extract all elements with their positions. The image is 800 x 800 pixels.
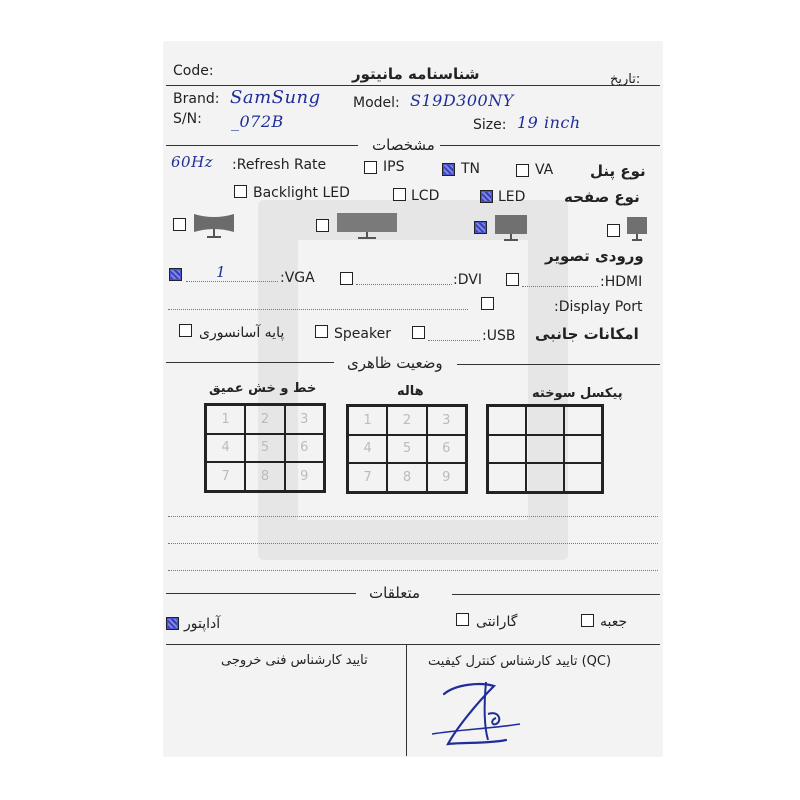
tn-checkbox[interactable] [442, 163, 455, 176]
vga-count: 1 [216, 263, 227, 281]
accessories-rule-right [452, 594, 660, 595]
grid-cell[interactable]: 8 [245, 462, 284, 491]
ips-label: IPS [383, 159, 405, 175]
qc-signature [426, 674, 526, 758]
section-rule-left [166, 145, 358, 146]
inputs-label: ورودی تصویر [545, 247, 644, 265]
va-label: VA [535, 162, 554, 178]
watermark-logo [258, 200, 568, 560]
warranty-label: گارانتی [476, 614, 518, 630]
size-label: Size: [473, 117, 507, 133]
grid-cell[interactable]: 1 [206, 405, 245, 434]
stand-checkbox[interactable] [179, 324, 192, 337]
backlight-led-checkbox[interactable] [234, 185, 247, 198]
halo-grid [346, 404, 468, 494]
speaker-label: Speaker [334, 326, 391, 342]
grid-cell[interactable]: 7 [206, 462, 245, 491]
lcd-label: LCD [411, 188, 440, 204]
curved-monitor-checkbox[interactable] [173, 218, 186, 231]
grid-cell[interactable]: 6 [285, 434, 324, 463]
adapter-checkbox[interactable] [166, 617, 179, 630]
grid-title-dead-pixel: پیکسل سوخته [532, 386, 623, 401]
va-checkbox[interactable] [516, 164, 529, 177]
standard-monitor-icon [494, 214, 528, 248]
standard-monitor-checkbox[interactable] [474, 221, 487, 234]
model-value: S19D300NY [410, 91, 514, 110]
approval-rule [166, 644, 660, 645]
notes-dotline-3 [168, 570, 658, 571]
brand-label: Brand: [173, 91, 220, 107]
curved-monitor-icon [192, 210, 236, 244]
grid-cell[interactable]: 5 [245, 434, 284, 463]
grid-cell[interactable]: 7 [348, 463, 387, 492]
grid-cell[interactable]: 9 [427, 463, 466, 492]
approval-divider [406, 645, 407, 756]
grid-cell[interactable]: 5 [387, 435, 426, 464]
usb-checkbox[interactable] [412, 326, 425, 339]
sn-value: _072B [231, 112, 284, 131]
small-monitor-icon [626, 216, 648, 248]
lcd-checkbox[interactable] [393, 188, 406, 201]
appearance-rule-left [166, 362, 334, 363]
warranty-checkbox[interactable] [456, 613, 469, 626]
appearance-rule-right [457, 364, 660, 365]
grid-cell[interactable] [526, 406, 564, 435]
scratch-grid [204, 403, 326, 493]
grid-cell[interactable] [488, 463, 526, 492]
box-checkbox[interactable] [581, 614, 594, 627]
dvi-dotline [356, 284, 452, 285]
date-label: تاریخ: [610, 72, 641, 87]
dead-pixel-grid [486, 404, 604, 494]
grid-cell[interactable]: 9 [285, 462, 324, 491]
adapter-label: آداپتور [184, 616, 221, 632]
backlight-led-label: Backlight LED [253, 185, 350, 201]
dvi-label: :DVI [453, 272, 482, 288]
extra-dotline [168, 309, 468, 310]
hdmi-checkbox[interactable] [506, 273, 519, 286]
led-checkbox[interactable] [480, 190, 493, 203]
appearance-title: وضعیت ظاهری [347, 354, 443, 372]
grid-cell[interactable]: 2 [245, 405, 284, 434]
code-label: Code: [173, 63, 214, 79]
brand-value: SamSung [230, 87, 321, 108]
notes-dotline-1 [168, 516, 658, 517]
speaker-checkbox[interactable] [315, 325, 328, 338]
specs-title: مشخصات [372, 136, 435, 154]
panel-type-label: نوع پنل [590, 162, 646, 180]
grid-title-halo: هاله [397, 384, 424, 399]
qc-approval-label: تایید کارشناس کنترل کیفیت (QC) [428, 654, 612, 669]
grid-cell[interactable] [564, 406, 602, 435]
vga-label: :VGA [280, 270, 315, 286]
sn-label: S/N: [173, 111, 202, 127]
box-label: جعبه [600, 614, 628, 630]
grid-title-scratch: خط و خش عمیق [209, 381, 317, 396]
displayport-label: :Display Port [554, 299, 643, 315]
features-label: امکانات جانبی [535, 325, 639, 343]
grid-cell[interactable] [526, 463, 564, 492]
refresh-label: :Refresh Rate [232, 157, 327, 173]
section-rule-right [440, 145, 660, 146]
stand-label: پایه آسانسوری [199, 325, 285, 341]
grid-cell[interactable]: 8 [387, 463, 426, 492]
hdmi-label: :HDMI [600, 274, 643, 290]
tech-approval-label: تایید کارشناس فنی خروجی [221, 653, 368, 668]
refresh-value: 60Hz [171, 153, 214, 171]
grid-cell[interactable]: 1 [348, 406, 387, 435]
model-label: Model: [353, 95, 400, 111]
usb-dotline [428, 340, 480, 341]
small-monitor-checkbox[interactable] [607, 224, 620, 237]
tn-label: TN [461, 161, 481, 177]
wide-monitor-checkbox[interactable] [316, 219, 329, 232]
hdmi-dotline [522, 286, 598, 287]
screen-type-label: نوع صفحه [564, 188, 640, 206]
grid-cell[interactable] [526, 435, 564, 464]
size-value: 19 inch [517, 113, 581, 132]
grid-cell[interactable]: 3 [285, 405, 324, 434]
ips-checkbox[interactable] [364, 161, 377, 174]
vga-dotline [186, 281, 278, 282]
wide-monitor-icon [336, 212, 398, 246]
usb-label: :USB [482, 328, 516, 344]
grid-cell[interactable] [488, 435, 526, 464]
grid-cell[interactable]: 4 [348, 435, 387, 464]
notes-dotline-2 [168, 543, 658, 544]
dvi-checkbox[interactable] [340, 272, 353, 285]
grid-cell[interactable] [488, 406, 526, 435]
led-label: LED [498, 189, 526, 205]
header-rule [166, 85, 660, 86]
grid-cell[interactable]: 6 [427, 435, 466, 464]
grid-cell[interactable]: 3 [427, 406, 466, 435]
displayport-checkbox[interactable] [481, 297, 494, 310]
accessories-rule-left [166, 593, 356, 594]
grid-cell[interactable]: 4 [206, 434, 245, 463]
grid-cell[interactable] [564, 435, 602, 464]
grid-cell[interactable]: 2 [387, 406, 426, 435]
form-title: شناسنامه مانیتور [352, 65, 480, 83]
vga-checkbox[interactable] [169, 268, 182, 281]
accessories-title: متعلقات [369, 584, 421, 602]
grid-cell[interactable] [564, 463, 602, 492]
